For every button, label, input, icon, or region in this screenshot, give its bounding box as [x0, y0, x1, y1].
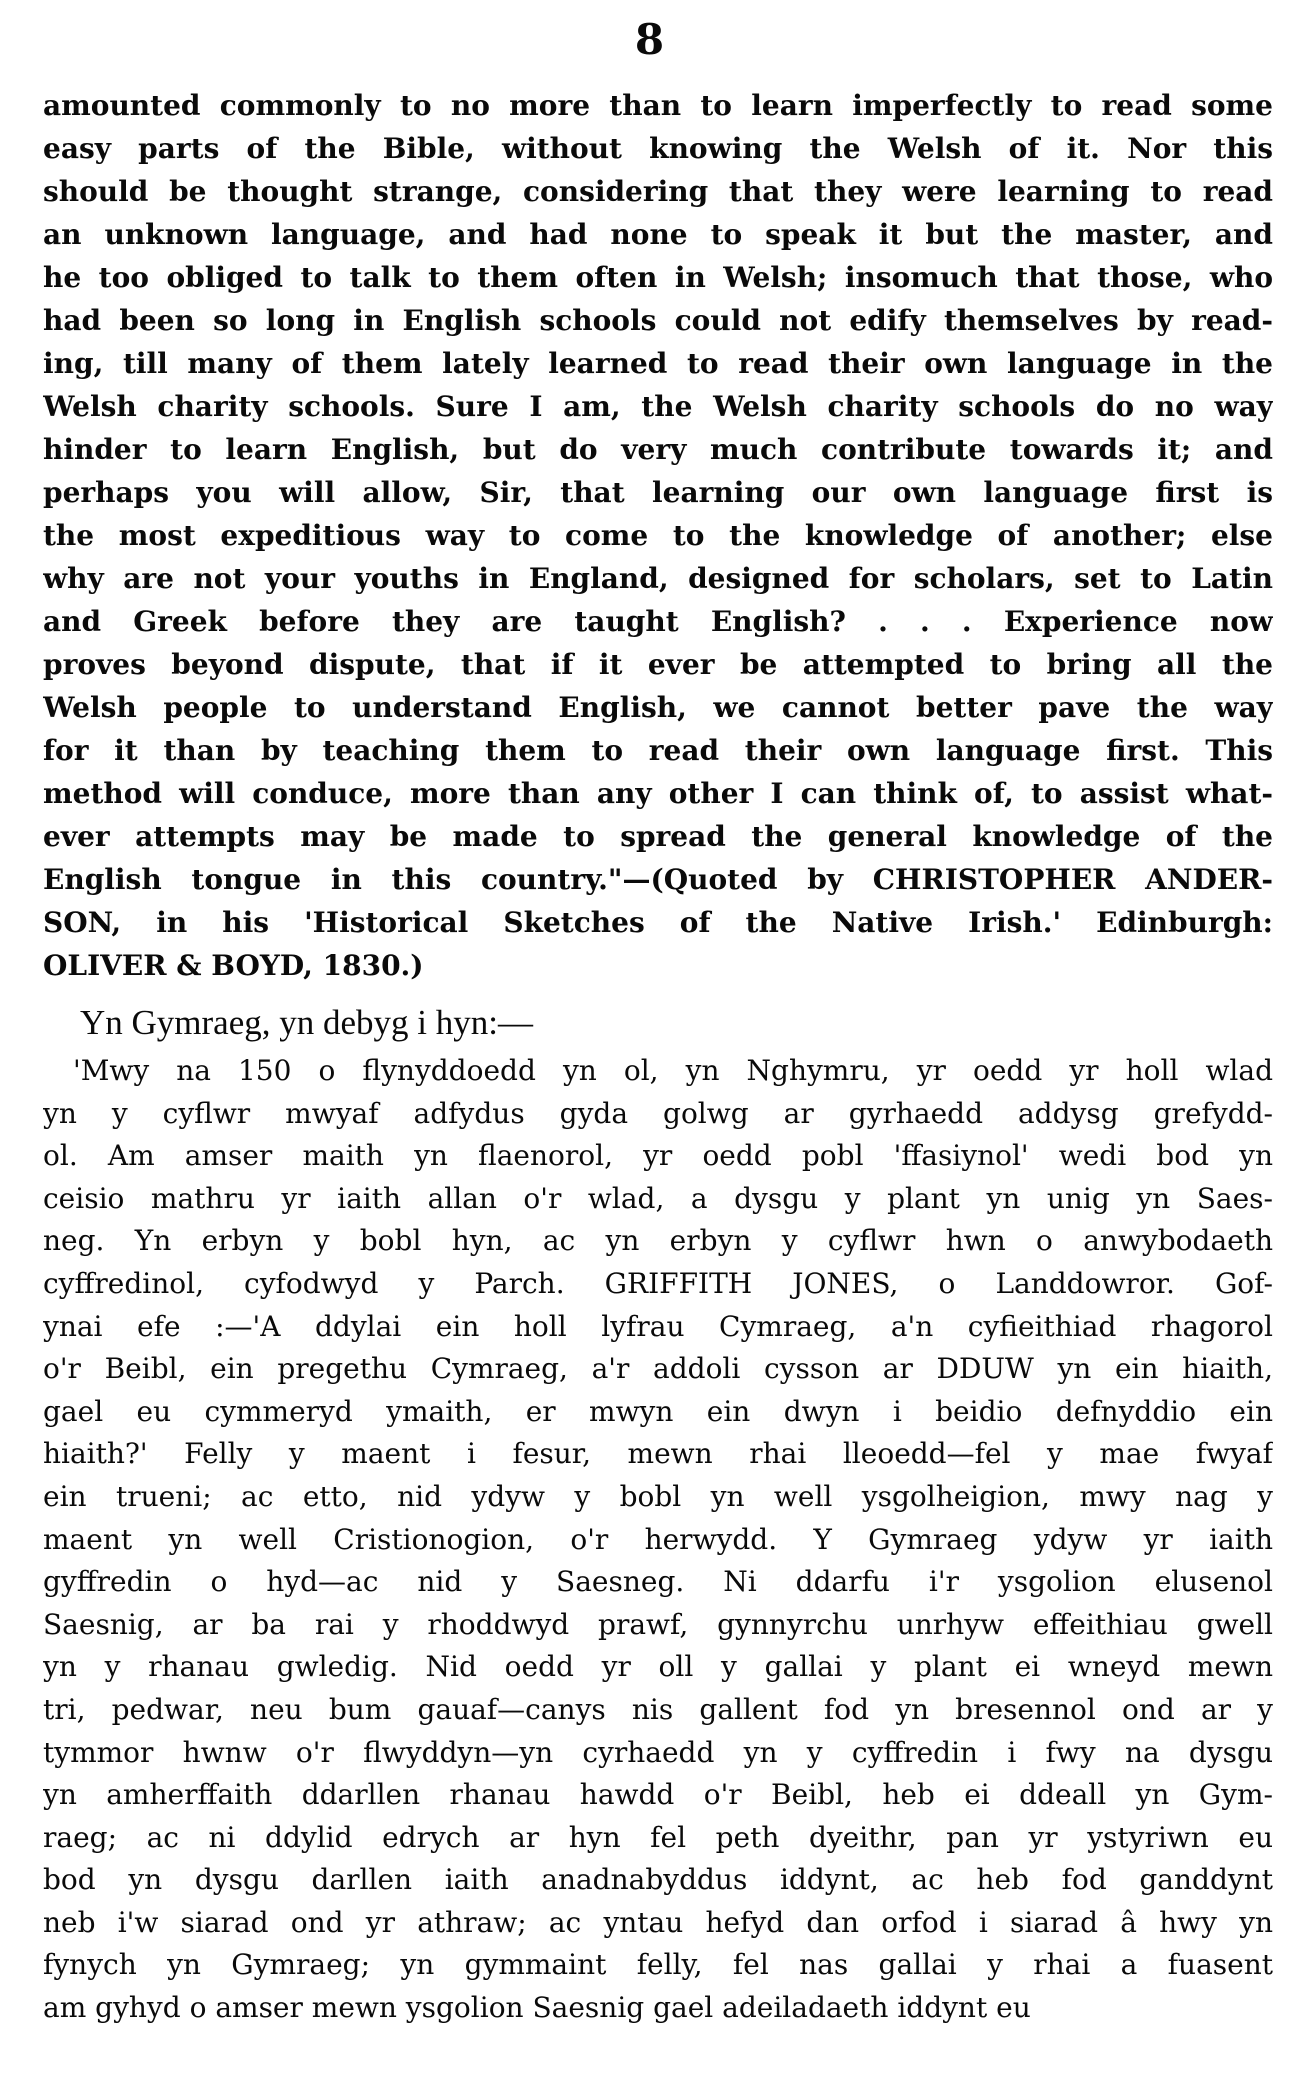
welsh-text-line: ynai efe :—'A ddylai ein holl lyfrau Cymraeg, a'n cyfieithiad rhagorol: [43, 1309, 1273, 1343]
english-text-line: Welsh people to understand English, we cannot better pave the way: [43, 691, 1273, 724]
english-text-line: proves beyond dispute, that if it ever be attempted to bring all the: [43, 648, 1273, 681]
welsh-text-line: maent yn well Cristionogion, o'r herwydd. Y Gymraeg ydyw yr iaith: [43, 1522, 1273, 1556]
english-text-line: for it than by teaching them to read their own language first. This: [43, 734, 1273, 767]
english-text-line: hinder to learn English, but do very much contribute towards it; and: [43, 433, 1273, 466]
english-text-line: English tongue in this country."—(Quoted by CHRISTOPHER ANDER-: [43, 863, 1273, 896]
welsh-heading: Yn Gymraeg, yn debyg i hyn:—: [80, 1003, 533, 1042]
welsh-text-line: hiaith?' Felly y maent i fesur, mewn rhai lleoedd—fel y mae fwyaf: [43, 1437, 1273, 1471]
english-text-line: Welsh charity schools. Sure I am, the Welsh charity schools do no way: [43, 390, 1273, 423]
english-text-line: SON, in his 'Historical Sketches of the Native Irish.' Edinburgh:: [43, 906, 1273, 939]
welsh-text-line: gael eu cymmeryd ymaith, er mwyn ein dwyn i beidio defnyddio ein: [43, 1394, 1273, 1428]
welsh-text-line: 'Mwy na 150 o flynyddoedd yn ol, yn Nghymru, yr oedd yr holl wlad: [73, 1054, 1273, 1087]
welsh-text-line: ein trueni; ac etto, nid ydyw y bobl yn well ysgolheigion, mwy nag y: [43, 1479, 1273, 1513]
welsh-text-line: yn y rhanau gwledig. Nid oedd yr oll y gallai y plant ei wneyd mewn: [43, 1650, 1273, 1684]
welsh-text-line: o'r Beibl, ein pregethu Cymraeg, a'r addoli cysson ar DDUW yn ein hiaith,: [43, 1352, 1273, 1386]
welsh-text-line: neg. Yn erbyn y bobl hyn, ac yn erbyn y cyflwr hwn o anwybodaeth: [43, 1224, 1273, 1258]
english-text-line: had been so long in English schools could not edify themselves by read-: [43, 304, 1273, 337]
welsh-passage: [43, 1050, 1273, 2030]
welsh-text-line: raeg; ac ni ddylid edrych ar hyn fel peth dyeithr, pan yr ystyriwn eu: [43, 1820, 1273, 1854]
welsh-text-line: neb i'w siarad ond yr athraw; ac yntau hefyd dan orfod i siarad â hwy yn: [43, 1905, 1273, 1939]
welsh-text-line: fynych yn Gymraeg; yn gymmaint felly, fel nas gallai y rhai a fuasent: [43, 1948, 1273, 1982]
english-text-line: method will conduce, more than any other I can think of, to assist what-: [43, 777, 1273, 810]
english-text-line: why are not your youths in England, designed for scholars, set to Latin: [43, 562, 1273, 595]
english-passage: [43, 84, 1273, 987]
page-number: 8: [634, 15, 665, 64]
welsh-text-line: tri, pedwar, neu bum gauaf—canys nis gallent fod yn bresennol ond ar y: [43, 1692, 1273, 1726]
welsh-text-line: am gyhyd o amser mewn ysgolion Saesnig gael adeiladaeth iddynt eu: [43, 1991, 1031, 2025]
welsh-text-line: ceisio mathru yr iaith allan o'r wlad, a dysgu y plant yn unig yn Saes-: [43, 1181, 1273, 1215]
welsh-text-line: gyffredin o hyd—ac nid y Saesneg. Ni ddarfu i'r ysgolion elusenol: [43, 1565, 1273, 1599]
english-text-line: and Greek before they are taught English? . . . Experience now: [43, 605, 1273, 638]
welsh-text-line: ol. Am amser maith yn flaenorol, yr oedd pobl 'ffasiynol' wedi bod yn: [43, 1139, 1273, 1173]
welsh-text-line: tymmor hwnw o'r flwyddyn—yn cyrhaedd yn y cyffredin i fwy na dysgu: [43, 1735, 1273, 1769]
welsh-text-line: Saesnig, ar ba rai y rhoddwyd prawf, gynnyrchu unrhyw effeithiau gwell: [43, 1607, 1273, 1641]
welsh-text-line: cyffredinol, cyfodwyd y Parch. GRIFFITH JONES, o Landdowror. Gof-: [43, 1266, 1273, 1300]
welsh-text-line: bod yn dysgu darllen iaith anadnabyddus iddynt, ac heb fod ganddynt: [43, 1863, 1273, 1897]
english-text-line: the most expeditious way to come to the knowledge of another; else: [43, 519, 1273, 552]
english-text-line: perhaps you will allow, Sir, that learning our own language first is: [43, 476, 1273, 509]
english-text-line: ing, till many of them lately learned to read their own language in the: [43, 347, 1273, 380]
english-text-line: should be thought strange, considering that they were learning to read: [43, 175, 1273, 208]
english-text-line: OLIVER & BOYD, 1830.): [43, 949, 424, 982]
welsh-text-line: yn amherffaith ddarllen rhanau hawdd o'r Beibl, heb ei ddeall yn Gym-: [43, 1778, 1273, 1812]
english-text-line: ever attempts may be made to spread the general knowledge of the: [43, 820, 1273, 853]
english-text-line: he too obliged to talk to them often in Welsh; insomuch that those, who: [43, 261, 1273, 294]
english-text-line: easy parts of the Bible, without knowing the Welsh of it. Nor this: [43, 132, 1273, 165]
english-text-line: an unknown language, and had none to speak it but the master, and: [43, 218, 1273, 251]
english-text-line: amounted commonly to no more than to learn imperfectly to read some: [43, 89, 1273, 122]
welsh-text-line: yn y cyflwr mwyaf adfydus gyda golwg ar gyrhaedd addysg grefydd-: [43, 1096, 1273, 1130]
